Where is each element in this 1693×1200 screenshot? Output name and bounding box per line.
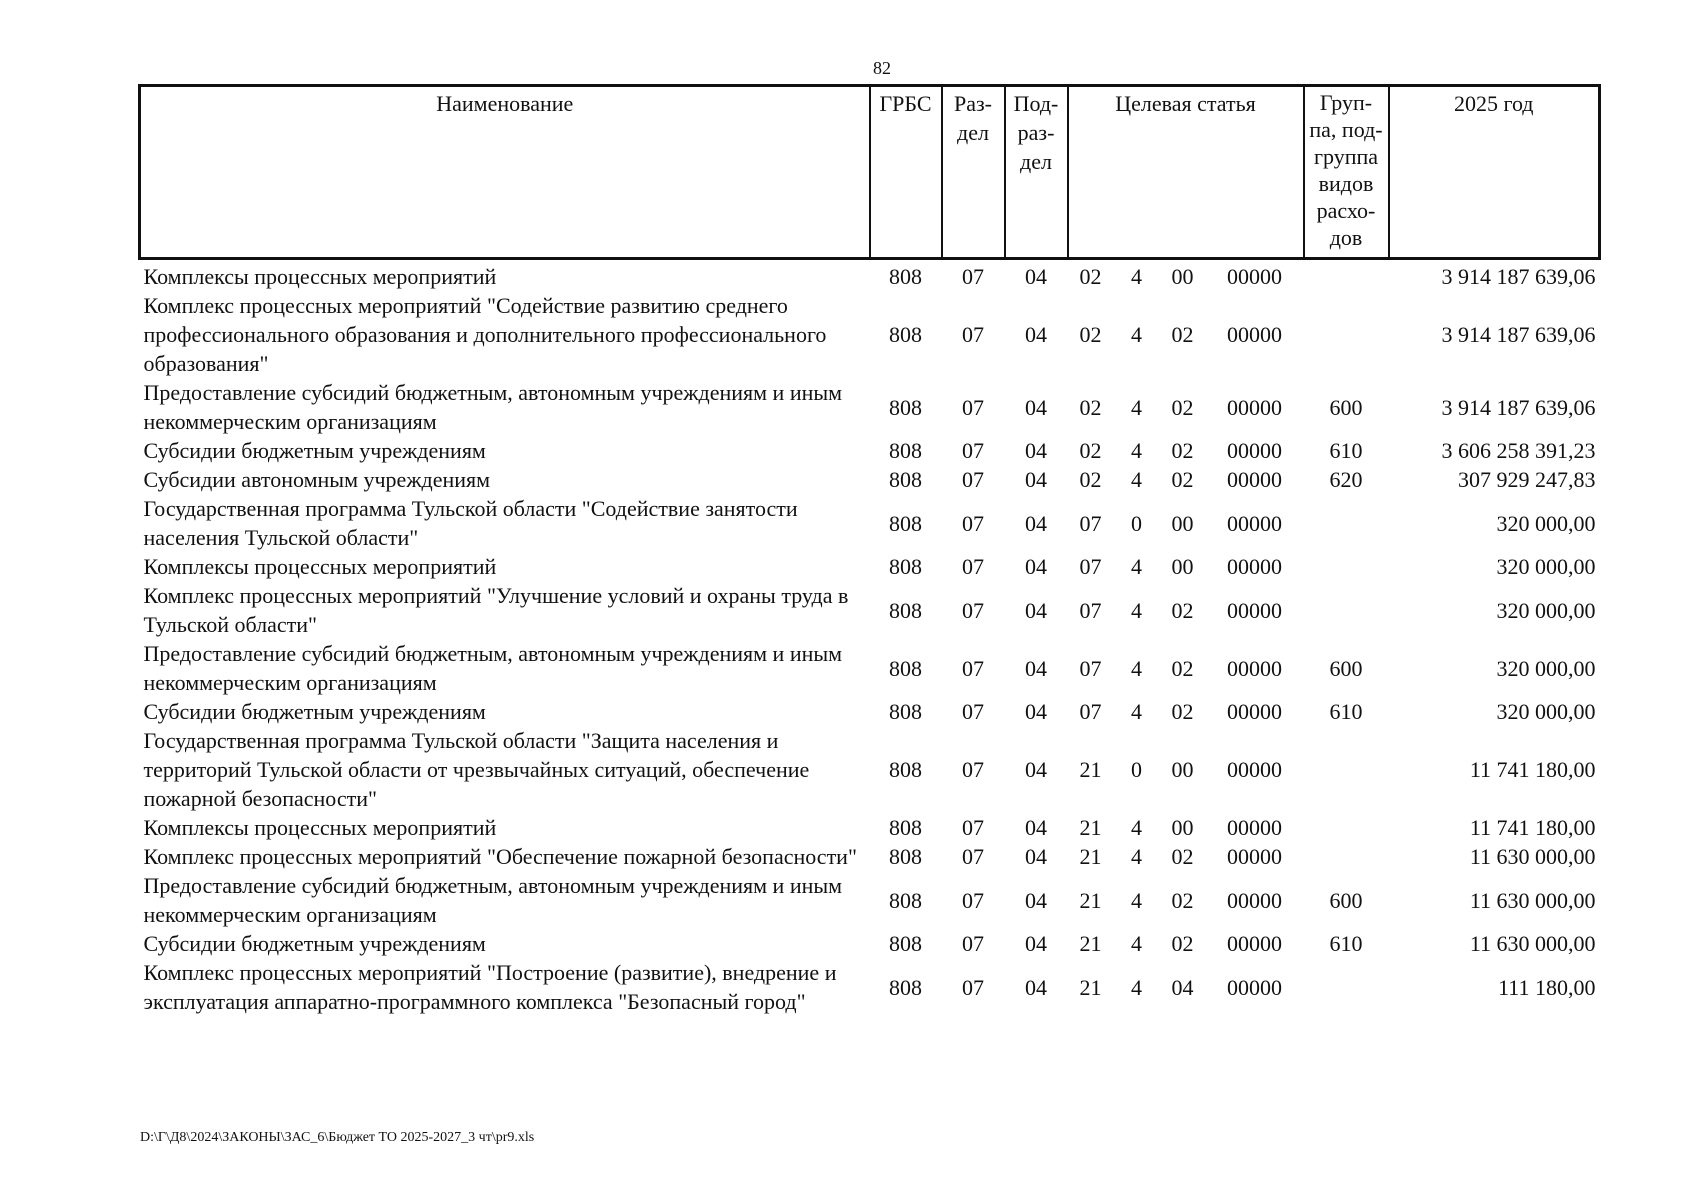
cell-cs1: 02 — [1079, 467, 1102, 492]
cell-cs3: 02 — [1171, 931, 1194, 956]
table-row — [140, 958, 1600, 1016]
cell-group — [1304, 581, 1389, 639]
cell-cs4: 00000 — [1227, 467, 1282, 492]
cell-amount: 320 000,00 — [1496, 554, 1596, 579]
cell-cs4: 00000 — [1227, 510, 1282, 536]
cell-cs1: 02 — [1079, 394, 1102, 420]
cell-grbs: 808 — [889, 510, 922, 536]
cell-cs1: 21 — [1079, 887, 1102, 913]
cell-name: Комплекс процессных мероприятий "Обеспечение пожарной безопасности" — [143, 844, 857, 869]
cell-podrazdel: 04 — [1025, 394, 1047, 420]
page-number: 82 — [873, 58, 891, 78]
cell-amount: 11 630 000,00 — [1469, 931, 1596, 956]
cell-group: 610 — [1329, 931, 1363, 956]
cell-name: Комплекс процессных мероприятий "Улучшение условий и охраны труда в Тульской области" — [143, 583, 849, 637]
cell-podrazdel: 04 — [1025, 887, 1047, 913]
table-row — [140, 259, 1600, 292]
table-row — [140, 494, 1600, 552]
cell-name: Государственная программа Тульской области "Содействие занятости населения Тульской области" — [143, 496, 798, 550]
cell-cs4: 00000 — [1227, 931, 1282, 956]
cell-name: Субсидии бюджетным учреждениям — [143, 699, 486, 724]
cell-podrazdel: 04 — [1025, 264, 1047, 289]
cell-grbs: 808 — [889, 699, 922, 724]
cell-cs3: 00 — [1171, 757, 1194, 782]
cell-podrazdel: 04 — [1025, 467, 1047, 492]
cell-podrazdel: 04 — [1025, 844, 1047, 869]
cell-group: 610 — [1329, 699, 1363, 724]
cell-cs3: 02 — [1171, 322, 1194, 347]
cell-cs3: 02 — [1171, 467, 1194, 492]
cell-amount: 11 741 180,00 — [1469, 757, 1596, 782]
cell-podrazdel: 04 — [1025, 510, 1047, 536]
cell-name: Комплекс процессных мероприятий "Построение (развитие), внедрение и эксплуатация аппаратно-программного комплекса "Безопасный город" — [143, 960, 837, 1014]
cell-grbs: 808 — [889, 467, 922, 492]
table-row — [140, 842, 1600, 871]
budget-table — [138, 84, 1601, 1016]
cell-razdel: 07 — [962, 597, 984, 623]
cell-cs4: 00000 — [1227, 699, 1282, 724]
cell-amount: 320 000,00 — [1496, 655, 1596, 681]
table-row — [140, 697, 1600, 726]
cell-cs2: 4 — [1131, 438, 1142, 463]
cell-razdel: 07 — [962, 887, 984, 913]
cell-razdel: 07 — [962, 394, 984, 420]
table-row — [140, 871, 1600, 929]
cell-cs3: 02 — [1171, 597, 1194, 623]
cell-cs2: 4 — [1131, 699, 1142, 724]
cell-group: 620 — [1329, 467, 1363, 492]
cell-name: Комплексы процессных мероприятий — [143, 554, 497, 579]
cell-cs1: 02 — [1079, 264, 1102, 289]
table-row — [140, 581, 1600, 639]
footer-file-path: D:\Г\Д8\2024\ЗАКОНЫ\ЗАС_6\Бюджет ТО 2025-2027_3 чт\pr9.xls — [140, 1130, 535, 1145]
table-header-row — [140, 86, 1600, 259]
cell-cs4: 00000 — [1227, 554, 1282, 579]
cell-amount: 307 929 247,83 — [1458, 467, 1596, 492]
table-row — [140, 291, 1600, 378]
cell-amount: 11 630 000,00 — [1469, 844, 1596, 869]
cell-razdel: 07 — [962, 322, 984, 347]
cell-name: Субсидии бюджетным учреждениям — [143, 438, 486, 463]
cell-grbs: 808 — [889, 438, 922, 463]
cell-grbs: 808 — [889, 757, 922, 782]
cell-cs3: 00 — [1171, 510, 1194, 536]
header-group: Груп- па, под- группа видов расхо- дов — [1304, 86, 1389, 259]
cell-cs2: 4 — [1131, 815, 1142, 840]
cell-cs3: 02 — [1171, 655, 1194, 681]
cell-amount: 3 606 258 391,23 — [1441, 438, 1596, 463]
cell-razdel: 07 — [962, 554, 984, 579]
cell-name: Предоставление субсидий бюджетным, автономным учреждениям и иным некоммерческим организациям — [143, 380, 843, 434]
cell-group — [1304, 259, 1389, 292]
cell-group: 600 — [1329, 394, 1363, 420]
cell-cs3: 04 — [1171, 974, 1194, 1000]
cell-group — [1304, 842, 1389, 871]
cell-cs4: 00000 — [1227, 815, 1282, 840]
cell-cs2: 4 — [1131, 322, 1142, 347]
cell-grbs: 808 — [889, 597, 922, 623]
cell-razdel: 07 — [962, 264, 984, 289]
cell-grbs: 808 — [889, 844, 922, 869]
cell-group: 600 — [1329, 655, 1363, 681]
table-row — [140, 465, 1600, 494]
cell-grbs: 808 — [889, 974, 922, 1000]
cell-cs3: 02 — [1171, 438, 1194, 463]
cell-amount: 320 000,00 — [1496, 597, 1596, 623]
cell-podrazdel: 04 — [1025, 815, 1047, 840]
cell-cs4: 00000 — [1227, 887, 1282, 913]
cell-name: Субсидии бюджетным учреждениям — [143, 931, 486, 956]
cell-cs2: 4 — [1131, 844, 1142, 869]
cell-podrazdel: 04 — [1025, 438, 1047, 463]
cell-cs2: 4 — [1131, 974, 1142, 1000]
cell-group: 600 — [1329, 887, 1363, 913]
header-name: Наименование — [140, 86, 870, 259]
cell-amount: 111 180,00 — [1498, 974, 1596, 1000]
table-row — [140, 378, 1600, 436]
cell-podrazdel: 04 — [1025, 974, 1047, 1000]
cell-cs1: 21 — [1079, 974, 1102, 1000]
cell-podrazdel: 04 — [1025, 322, 1047, 347]
cell-cs4: 00000 — [1227, 264, 1282, 289]
cell-cs4: 00000 — [1227, 597, 1282, 623]
cell-cs1: 21 — [1079, 844, 1102, 869]
cell-podrazdel: 04 — [1025, 655, 1047, 681]
cell-group — [1304, 291, 1389, 378]
cell-grbs: 808 — [889, 815, 922, 840]
cell-name: Субсидии автономным учреждениям — [143, 467, 491, 492]
cell-group: 610 — [1329, 438, 1363, 463]
header-razdel: Раз- дел — [942, 86, 1005, 259]
cell-cs3: 02 — [1171, 887, 1194, 913]
cell-cs1: 21 — [1079, 931, 1102, 956]
cell-razdel: 07 — [962, 815, 984, 840]
cell-podrazdel: 04 — [1025, 554, 1047, 579]
cell-cs1: 07 — [1079, 699, 1102, 724]
cell-group — [1304, 494, 1389, 552]
cell-cs2: 0 — [1131, 757, 1142, 782]
table-row — [140, 813, 1600, 842]
cell-cs2: 0 — [1131, 510, 1142, 536]
cell-cs2: 4 — [1131, 597, 1142, 623]
cell-amount: 320 000,00 — [1496, 699, 1596, 724]
cell-razdel: 07 — [962, 655, 984, 681]
cell-name: Предоставление субсидий бюджетным, автономным учреждениям и иным некоммерческим организациям — [143, 873, 843, 927]
cell-podrazdel: 04 — [1025, 931, 1047, 956]
table-row — [140, 552, 1600, 581]
cell-cs1: 07 — [1079, 510, 1102, 536]
cell-razdel: 07 — [962, 757, 984, 782]
cell-cs2: 4 — [1131, 655, 1142, 681]
cell-cs4: 00000 — [1227, 438, 1282, 463]
table-row — [140, 726, 1600, 813]
table-row — [140, 436, 1600, 465]
cell-grbs: 808 — [889, 264, 922, 289]
table-row — [140, 639, 1600, 697]
cell-cs1: 07 — [1079, 554, 1102, 579]
cell-cs1: 02 — [1079, 322, 1102, 347]
cell-grbs: 808 — [889, 394, 922, 420]
header-target-article: Целевая статья — [1068, 86, 1304, 259]
cell-grbs: 808 — [889, 322, 922, 347]
cell-cs4: 00000 — [1227, 655, 1282, 681]
cell-cs3: 00 — [1171, 264, 1194, 289]
cell-razdel: 07 — [962, 438, 984, 463]
cell-grbs: 808 — [889, 655, 922, 681]
cell-amount: 11 630 000,00 — [1469, 887, 1596, 913]
cell-razdel: 07 — [962, 467, 984, 492]
cell-cs4: 00000 — [1227, 757, 1282, 782]
cell-cs1: 21 — [1079, 815, 1102, 840]
cell-group — [1304, 726, 1389, 813]
cell-cs2: 4 — [1131, 887, 1142, 913]
cell-razdel: 07 — [962, 974, 984, 1000]
cell-amount: 3 914 187 639,06 — [1441, 322, 1596, 347]
cell-cs1: 07 — [1079, 655, 1102, 681]
cell-cs3: 02 — [1171, 394, 1194, 420]
header-podrazdel: Под- раз- дел — [1005, 86, 1068, 259]
cell-amount: 3 914 187 639,06 — [1441, 264, 1596, 289]
header-year: 2025 год — [1389, 86, 1600, 259]
cell-name: Предоставление субсидий бюджетным, автономным учреждениям и иным некоммерческим организациям — [143, 641, 843, 695]
cell-cs3: 02 — [1171, 699, 1194, 724]
cell-name: Государственная программа Тульской области "Защита населения и территорий Тульской области от чрезвычайных ситуаций, обеспечение пожарной безопасности" — [143, 728, 810, 811]
cell-cs1: 21 — [1079, 757, 1102, 782]
cell-cs4: 00000 — [1227, 322, 1282, 347]
cell-cs2: 4 — [1131, 394, 1142, 420]
cell-razdel: 07 — [962, 931, 984, 956]
cell-grbs: 808 — [889, 931, 922, 956]
cell-cs2: 4 — [1131, 931, 1142, 956]
cell-razdel: 07 — [962, 510, 984, 536]
cell-name: Комплексы процессных мероприятий — [143, 264, 497, 289]
table-body — [140, 259, 1600, 1017]
cell-group — [1304, 958, 1389, 1016]
cell-grbs: 808 — [889, 887, 922, 913]
cell-podrazdel: 04 — [1025, 699, 1047, 724]
cell-cs3: 00 — [1171, 815, 1194, 840]
cell-group — [1304, 813, 1389, 842]
cell-amount: 3 914 187 639,06 — [1441, 394, 1596, 420]
cell-amount: 320 000,00 — [1496, 510, 1596, 536]
cell-cs4: 00000 — [1227, 394, 1282, 420]
cell-razdel: 07 — [962, 844, 984, 869]
cell-amount: 11 741 180,00 — [1469, 815, 1596, 840]
cell-cs2: 4 — [1131, 554, 1142, 579]
header-grbs: ГРБС — [870, 86, 942, 259]
cell-group — [1304, 552, 1389, 581]
cell-cs3: 00 — [1171, 554, 1194, 579]
cell-cs3: 02 — [1171, 844, 1194, 869]
cell-cs1: 07 — [1079, 597, 1102, 623]
table-row — [140, 929, 1600, 958]
cell-cs2: 4 — [1131, 467, 1142, 492]
cell-cs4: 00000 — [1227, 844, 1282, 869]
cell-podrazdel: 04 — [1025, 757, 1047, 782]
cell-podrazdel: 04 — [1025, 597, 1047, 623]
cell-cs2: 4 — [1131, 264, 1142, 289]
cell-name: Комплекс процессных мероприятий "Содействие развитию среднего профессионального образования и дополнительного профессионального образования" — [143, 293, 827, 376]
cell-cs1: 02 — [1079, 438, 1102, 463]
cell-cs4: 00000 — [1227, 974, 1282, 1000]
cell-grbs: 808 — [889, 554, 922, 579]
cell-razdel: 07 — [962, 699, 984, 724]
cell-name: Комплексы процессных мероприятий — [143, 815, 497, 840]
